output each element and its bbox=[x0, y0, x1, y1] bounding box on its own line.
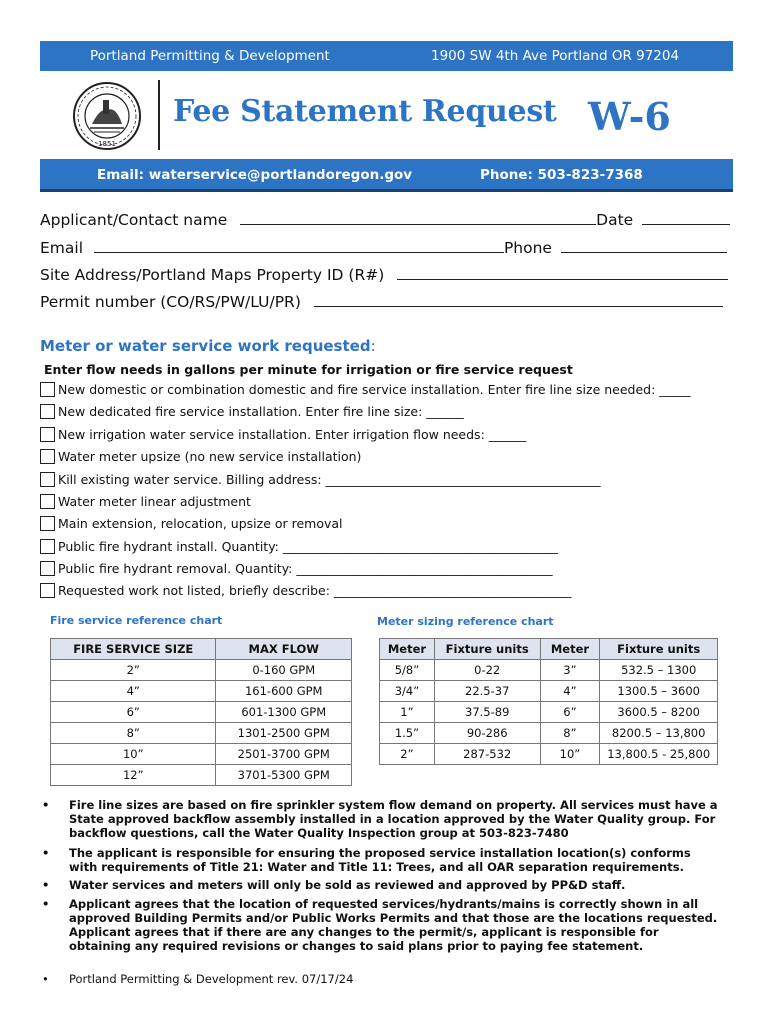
note-text: Applicant agrees that the location of requested services/hydrants/mains is correctly shown in all approved Building Permits and/or Public Works Permits and that those are the locations requested. Applicant agrees that if there are any changes to the permit/s, applicant is responsible for obtaining any required revisions or changes to said plans prior to paying fee statement. bbox=[69, 897, 718, 953]
table-cell: 161-600 GPM bbox=[216, 681, 352, 702]
email-field[interactable] bbox=[94, 238, 504, 253]
column-header: Fixture units bbox=[600, 639, 718, 660]
table-header-row bbox=[51, 639, 352, 660]
email-row bbox=[40, 238, 727, 257]
table-cell: 37.5-89 bbox=[434, 702, 540, 723]
option-label: New dedicated fire service installation. Enter fire line size: ______ bbox=[58, 404, 464, 419]
table-cell: 10” bbox=[540, 744, 600, 765]
work-instructions: Enter flow needs in gallons per minute for irrigation or fire service request bbox=[44, 362, 573, 377]
permit-field[interactable] bbox=[314, 292, 723, 307]
email-label: Email bbox=[40, 239, 84, 257]
table-cell: 3600.5 – 8200 bbox=[600, 702, 718, 723]
option-row bbox=[40, 560, 553, 578]
table-cell: 8” bbox=[51, 723, 216, 744]
contact-phone: Phone: 503-823-7368 bbox=[480, 167, 643, 183]
option-label: Requested work not listed, briefly describe: ______________________________________ bbox=[58, 583, 572, 598]
note-text: Water services and meters will only be sold as reviewed and approved by PP&D staff. bbox=[69, 878, 626, 892]
contact-banner bbox=[40, 159, 733, 192]
table-cell: 1.5” bbox=[380, 723, 435, 744]
table-row bbox=[51, 765, 352, 786]
meter-sizing-table bbox=[379, 638, 718, 765]
option-checkbox[interactable] bbox=[40, 516, 55, 531]
table-row bbox=[51, 723, 352, 744]
table-cell: 1” bbox=[380, 702, 435, 723]
org-name: Portland Permitting & Development bbox=[90, 48, 330, 64]
table-cell: 22.5-37 bbox=[434, 681, 540, 702]
header-divider bbox=[158, 80, 160, 150]
table-cell: 4” bbox=[51, 681, 216, 702]
table-row bbox=[380, 744, 718, 765]
fire-service-table bbox=[50, 638, 352, 786]
option-row bbox=[40, 403, 464, 421]
table-cell: 6” bbox=[540, 702, 600, 723]
site-field[interactable] bbox=[397, 265, 728, 280]
work-heading-colon: : bbox=[370, 337, 376, 355]
footer-text: Portland Permitting & Development rev. 07/17/24 bbox=[69, 972, 354, 986]
option-row bbox=[40, 381, 691, 399]
option-checkbox[interactable] bbox=[40, 382, 55, 397]
table-cell: 6” bbox=[51, 702, 216, 723]
table-cell: 4” bbox=[540, 681, 600, 702]
table-cell: 3/4” bbox=[380, 681, 435, 702]
note-item: • Applicant agrees that the location of requested services/hydrants/mains is correctly shown in all approved Building Permits and/or Public Works Permits and that those are the locations requested. Applicant agrees that if there are any changes to the permit/s, applicant is responsible for obtaining any required revisions or changes to said plans prior to paying fee statement. bbox=[42, 897, 722, 953]
table-cell: 8” bbox=[540, 723, 600, 744]
option-label: Water meter linear adjustment bbox=[58, 494, 251, 509]
applicant-field[interactable] bbox=[240, 210, 596, 225]
column-header: Meter bbox=[380, 639, 435, 660]
note-item: • Fire line sizes are based on fire sprinkler system flow demand on property. All services must have a State approved backflow assembly installed in a location approved by the Water Quality group. For backflow questions, call the Water Quality Inspection group at 503-823-7480 bbox=[42, 798, 722, 840]
note-text: The applicant is responsible for ensuring the proposed service installation location(s) conforms with requirements of Title 21: Water and Title 11: Trees, and all OAR separation requirements. bbox=[69, 846, 691, 874]
date-field[interactable] bbox=[642, 210, 730, 225]
table-cell: 1300.5 – 3600 bbox=[600, 681, 718, 702]
table-row bbox=[51, 660, 352, 681]
option-row bbox=[40, 426, 526, 444]
option-checkbox[interactable] bbox=[40, 494, 55, 509]
phone-label: Phone bbox=[503, 239, 552, 257]
table-cell: 5/8” bbox=[380, 660, 435, 681]
option-label: New irrigation water service installation. Enter irrigation flow needs: ______ bbox=[58, 427, 527, 442]
option-row bbox=[40, 448, 361, 466]
table-cell: 12” bbox=[51, 765, 216, 786]
table-cell: 90-286 bbox=[434, 723, 540, 744]
table-cell: 0-22 bbox=[434, 660, 540, 681]
table-row bbox=[51, 702, 352, 723]
table-row bbox=[380, 660, 718, 681]
permit-label: Permit number (CO/RS/PW/LU/PR) bbox=[40, 293, 301, 311]
table-cell: 287-532 bbox=[434, 744, 540, 765]
note-item: • The applicant is responsible for ensuring the proposed service installation location(s) conforms with requirements of Title 21: Water and Title 11: Trees, and all OAR separation requirements. bbox=[42, 846, 722, 874]
work-section-heading bbox=[40, 337, 376, 355]
table-cell: 8200.5 – 13,800 bbox=[600, 723, 718, 744]
form-number: W-6 bbox=[588, 94, 671, 139]
fire-chart-caption: Fire service reference chart bbox=[50, 614, 223, 627]
city-seal-logo bbox=[72, 80, 142, 156]
option-checkbox[interactable] bbox=[40, 472, 55, 487]
option-label: Main extension, relocation, upsize or removal bbox=[58, 516, 343, 531]
site-row bbox=[40, 265, 728, 284]
note-text: Fire line sizes are based on fire sprinkler system flow demand on property. All services must have a State approved backflow assembly installed in a location approved by the Water Quality group. For backflow questions, call the Water Quality Inspection group at 503-823-7480 bbox=[69, 798, 718, 840]
option-label: Public fire hydrant removal. Quantity: _________________________________________ bbox=[58, 561, 553, 576]
column-header: Fixture units bbox=[434, 639, 540, 660]
table-cell: 2” bbox=[380, 744, 435, 765]
applicant-label: Applicant/Contact name bbox=[40, 211, 228, 229]
table-cell: 10” bbox=[51, 744, 216, 765]
table-cell: 3” bbox=[540, 660, 600, 681]
option-checkbox[interactable] bbox=[40, 561, 55, 576]
option-label: Kill existing water service. Billing address: ____________________________________________ bbox=[58, 472, 601, 487]
table-row bbox=[380, 702, 718, 723]
table-cell: 2” bbox=[51, 660, 216, 681]
table-row bbox=[51, 681, 352, 702]
top-banner bbox=[40, 41, 733, 71]
option-checkbox[interactable] bbox=[40, 449, 55, 464]
contact-email: Email: waterservice@portlandoregon.gov bbox=[97, 167, 413, 183]
table-cell: 532.5 – 1300 bbox=[600, 660, 718, 681]
table-row bbox=[380, 681, 718, 702]
table-row bbox=[51, 744, 352, 765]
meter-chart-caption: Meter sizing reference chart bbox=[377, 615, 554, 628]
option-label: Water meter upsize (no new service installation) bbox=[58, 449, 362, 464]
table-cell: 2501-3700 GPM bbox=[216, 744, 352, 765]
note-item: • Water services and meters will only be sold as reviewed and approved by PP&D staff. bbox=[42, 878, 722, 892]
site-label: Site Address/Portland Maps Property ID (R#) bbox=[40, 266, 385, 284]
column-header: MAX FLOW bbox=[216, 639, 352, 660]
table-row bbox=[380, 723, 718, 744]
seal-year: 1851 bbox=[98, 140, 116, 148]
table-cell: 13,800.5 - 25,800 bbox=[600, 744, 718, 765]
column-header: FIRE SERVICE SIZE bbox=[51, 639, 216, 660]
table-cell: 0-160 GPM bbox=[216, 660, 352, 681]
column-header: Meter bbox=[540, 639, 600, 660]
phone-field[interactable] bbox=[561, 238, 727, 253]
footer-item: • Portland Permitting & Development rev. 07/17/24 bbox=[42, 972, 722, 986]
option-row bbox=[40, 493, 251, 511]
option-row bbox=[40, 515, 343, 533]
option-label: Public fire hydrant install. Quantity: ____________________________________________ bbox=[58, 539, 558, 554]
work-heading-text: Meter or water service work requested bbox=[40, 337, 371, 355]
table-header-row bbox=[380, 639, 718, 660]
option-checkbox[interactable] bbox=[40, 583, 55, 598]
page-title: Fee Statement Request bbox=[173, 94, 557, 129]
option-checkbox[interactable] bbox=[40, 427, 55, 442]
date-label: Date bbox=[596, 211, 634, 229]
applicant-row bbox=[40, 210, 730, 229]
table-cell: 601-1300 GPM bbox=[216, 702, 352, 723]
table-cell: 1301-2500 GPM bbox=[216, 723, 352, 744]
option-checkbox[interactable] bbox=[40, 539, 55, 554]
option-row bbox=[40, 538, 558, 556]
option-row bbox=[40, 582, 571, 600]
option-row bbox=[40, 471, 601, 489]
table-cell: 3701-5300 GPM bbox=[216, 765, 352, 786]
permit-row bbox=[40, 292, 723, 311]
option-checkbox[interactable] bbox=[40, 404, 55, 419]
org-address: 1900 SW 4th Ave Portland OR 97204 bbox=[431, 48, 680, 64]
option-label: New domestic or combination domestic and fire service installation. Enter fire line size needed: _____ bbox=[58, 382, 691, 397]
